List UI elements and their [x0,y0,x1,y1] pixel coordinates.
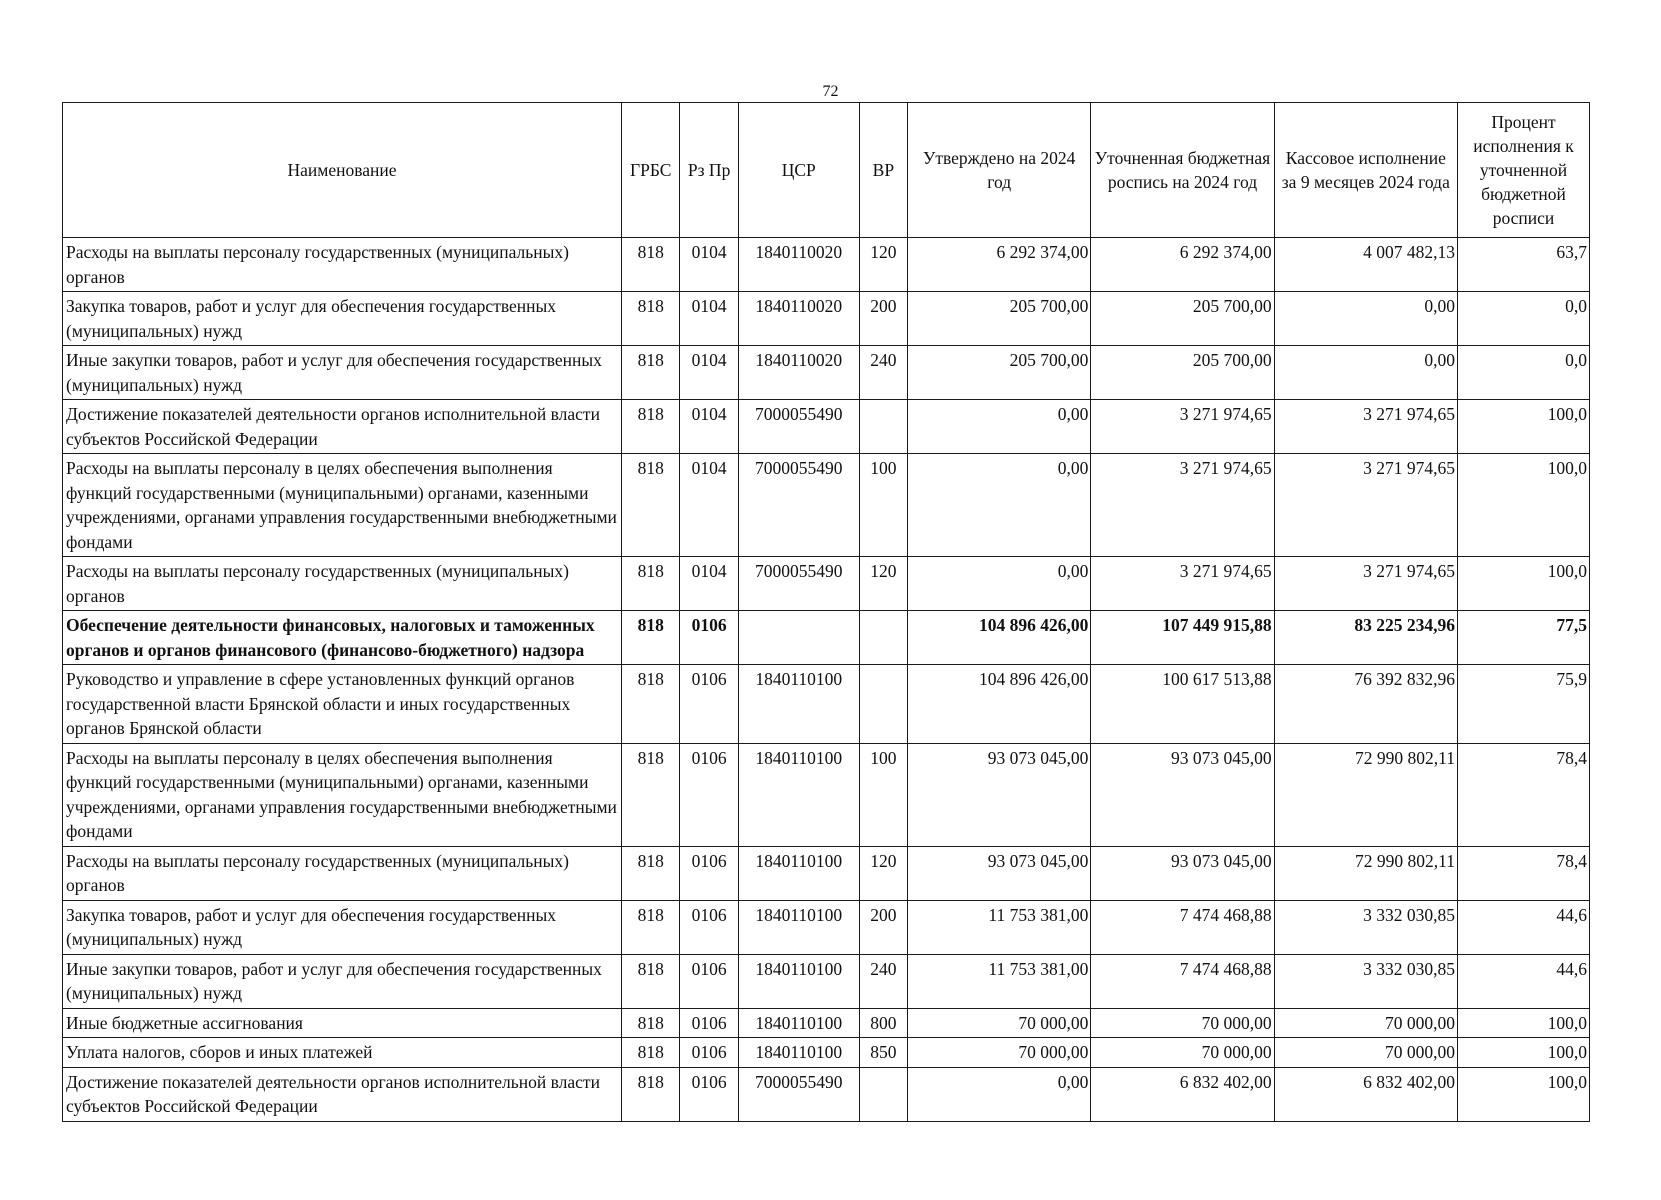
header-percent: Процент исполнения к уточненной бюджетной росписи [1457,103,1589,238]
cell-grbs: 818 [622,454,680,557]
cell-refined: 93 073 045,00 [1091,846,1274,900]
cell-vr: 120 [859,846,907,900]
cell-rzpr: 0106 [680,846,738,900]
header-name: Наименование [63,103,622,238]
cell-vr: 200 [859,900,907,954]
cell-approved: 11 753 381,00 [908,900,1091,954]
cell-approved: 0,00 [908,557,1091,611]
cell-name: Расходы на выплаты персоналу в целях обеспечения выполнения функций государственными (муниципальными) органами, казенными учреждениями, органами управления государственными внебюджетными фондами [63,454,622,557]
cell-name: Расходы на выплаты персоналу государственных (муниципальных) органов [63,846,622,900]
cell-csr: 1840110020 [738,346,859,400]
cell-grbs: 818 [622,1067,680,1121]
cell-name: Уплата налогов, сборов и иных платежей [63,1038,622,1068]
cell-name: Закупка товаров, работ и услуг для обеспечения государственных (муниципальных) нужд [63,900,622,954]
cell-cash: 70 000,00 [1274,1038,1457,1068]
cell-rzpr: 0106 [680,900,738,954]
cell-grbs: 818 [622,1008,680,1038]
cell-vr: 100 [859,743,907,846]
cell-approved: 70 000,00 [908,1038,1091,1068]
cell-percent: 78,4 [1457,846,1589,900]
cell-name: Руководство и управление в сфере установленных функций органов государственной власти Брянской области и иных государственных органов Брянской области [63,665,622,744]
cell-percent: 0,0 [1457,292,1589,346]
cell-name: Закупка товаров, работ и услуг для обеспечения государственных (муниципальных) нужд [63,292,622,346]
table-row [63,665,1590,744]
cell-refined: 7 474 468,88 [1091,954,1274,1008]
table-header [63,103,1590,238]
cell-cash: 72 990 802,11 [1274,743,1457,846]
cell-cash: 3 332 030,85 [1274,900,1457,954]
cell-name: Расходы на выплаты персоналу в целях обеспечения выполнения функций государственными (муниципальными) органами, казенными учреждениями, органами управления государственными внебюджетными фондами [63,743,622,846]
cell-rzpr: 0106 [680,611,738,665]
cell-approved: 93 073 045,00 [908,743,1091,846]
cell-vr: 200 [859,292,907,346]
cell-name: Обеспечение деятельности финансовых, налоговых и таможенных органов и органов финансового (финансово-бюджетного) надзора [63,611,622,665]
header-vr: ВР [859,103,907,238]
table-row [63,1008,1590,1038]
cell-refined: 70 000,00 [1091,1038,1274,1068]
cell-refined: 100 617 513,88 [1091,665,1274,744]
cell-percent: 0,0 [1457,346,1589,400]
budget-execution-table [62,102,1590,1122]
cell-rzpr: 0104 [680,557,738,611]
cell-name: Иные закупки товаров, работ и услуг для обеспечения государственных (муниципальных) нужд [63,346,622,400]
cell-cash: 6 832 402,00 [1274,1067,1457,1121]
header-grbs: ГРБС [622,103,680,238]
cell-approved: 104 896 426,00 [908,665,1091,744]
cell-csr: 7000055490 [738,400,859,454]
cell-cash: 0,00 [1274,292,1457,346]
cell-grbs: 818 [622,846,680,900]
cell-percent: 100,0 [1457,557,1589,611]
cell-rzpr: 0106 [680,954,738,1008]
table-row [63,346,1590,400]
cell-cash: 3 271 974,65 [1274,557,1457,611]
cell-approved: 11 753 381,00 [908,954,1091,1008]
table-row [63,846,1590,900]
cell-grbs: 818 [622,611,680,665]
cell-rzpr: 0106 [680,1038,738,1068]
table-row [63,292,1590,346]
cell-name: Расходы на выплаты персоналу государственных (муниципальных) органов [63,238,622,292]
cell-cash: 4 007 482,13 [1274,238,1457,292]
cell-csr: 1840110100 [738,954,859,1008]
cell-rzpr: 0104 [680,238,738,292]
cell-cash: 83 225 234,96 [1274,611,1457,665]
cell-grbs: 818 [622,1038,680,1068]
table-row [63,454,1590,557]
cell-vr [859,611,907,665]
table-body [63,238,1590,1122]
cell-approved: 205 700,00 [908,292,1091,346]
cell-refined: 107 449 915,88 [1091,611,1274,665]
table-row [63,743,1590,846]
cell-approved: 0,00 [908,454,1091,557]
cell-refined: 3 271 974,65 [1091,557,1274,611]
cell-rzpr: 0106 [680,1067,738,1121]
cell-csr: 7000055490 [738,557,859,611]
cell-csr: 1840110020 [738,238,859,292]
cell-grbs: 818 [622,954,680,1008]
table-row [63,954,1590,1008]
table-row [63,1038,1590,1068]
cell-name: Иные закупки товаров, работ и услуг для обеспечения государственных (муниципальных) нужд [63,954,622,1008]
cell-cash: 3 271 974,65 [1274,400,1457,454]
header-csr: ЦСР [738,103,859,238]
cell-cash: 3 332 030,85 [1274,954,1457,1008]
header-row [63,103,1590,238]
cell-name: Расходы на выплаты персоналу государственных (муниципальных) органов [63,557,622,611]
cell-csr: 1840110100 [738,846,859,900]
cell-vr: 120 [859,557,907,611]
table-row [63,900,1590,954]
cell-csr: 1840110100 [738,1008,859,1038]
cell-refined: 70 000,00 [1091,1008,1274,1038]
cell-rzpr: 0104 [680,454,738,557]
cell-cash: 0,00 [1274,346,1457,400]
cell-vr: 850 [859,1038,907,1068]
cell-approved: 0,00 [908,1067,1091,1121]
cell-vr: 120 [859,238,907,292]
cell-grbs: 818 [622,900,680,954]
cell-approved: 0,00 [908,400,1091,454]
cell-approved: 6 292 374,00 [908,238,1091,292]
cell-rzpr: 0106 [680,665,738,744]
cell-grbs: 818 [622,238,680,292]
cell-percent: 100,0 [1457,1038,1589,1068]
cell-percent: 44,6 [1457,954,1589,1008]
cell-refined: 3 271 974,65 [1091,454,1274,557]
cell-approved: 205 700,00 [908,346,1091,400]
header-rzpr: Рз Пр [680,103,738,238]
cell-grbs: 818 [622,665,680,744]
cell-name: Иные бюджетные ассигнования [63,1008,622,1038]
cell-percent: 100,0 [1457,454,1589,557]
cell-csr [738,611,859,665]
cell-cash: 72 990 802,11 [1274,846,1457,900]
cell-rzpr: 0106 [680,743,738,846]
header-approved: Утверждено на 2024 год [908,103,1091,238]
cell-csr: 1840110100 [738,665,859,744]
cell-vr [859,1067,907,1121]
cell-refined: 7 474 468,88 [1091,900,1274,954]
cell-vr [859,665,907,744]
cell-grbs: 818 [622,400,680,454]
cell-vr: 240 [859,346,907,400]
cell-approved: 70 000,00 [908,1008,1091,1038]
cell-vr: 800 [859,1008,907,1038]
cell-vr: 100 [859,454,907,557]
table-row [63,1067,1590,1121]
cell-grbs: 818 [622,557,680,611]
cell-refined: 205 700,00 [1091,292,1274,346]
cell-approved: 104 896 426,00 [908,611,1091,665]
table-row [63,611,1590,665]
cell-percent: 44,6 [1457,900,1589,954]
cell-csr: 1840110100 [738,743,859,846]
cell-rzpr: 0106 [680,1008,738,1038]
table-row [63,400,1590,454]
cell-name: Достижение показателей деятельности органов исполнительной власти субъектов Российской Федерации [63,400,622,454]
cell-refined: 6 292 374,00 [1091,238,1274,292]
page-number: 72 [822,83,839,100]
cell-cash: 76 392 832,96 [1274,665,1457,744]
cell-rzpr: 0104 [680,292,738,346]
cell-grbs: 818 [622,346,680,400]
cell-percent: 100,0 [1457,1067,1589,1121]
header-cash: Кассовое исполнение за 9 месяцев 2024 года [1274,103,1457,238]
cell-percent: 63,7 [1457,238,1589,292]
cell-vr [859,400,907,454]
cell-rzpr: 0104 [680,400,738,454]
cell-percent: 78,4 [1457,743,1589,846]
cell-csr: 1840110020 [738,292,859,346]
cell-approved: 93 073 045,00 [908,846,1091,900]
cell-rzpr: 0104 [680,346,738,400]
cell-percent: 75,9 [1457,665,1589,744]
cell-csr: 7000055490 [738,1067,859,1121]
cell-csr: 1840110100 [738,1038,859,1068]
table-row [63,238,1590,292]
cell-csr: 1840110100 [738,900,859,954]
cell-cash: 70 000,00 [1274,1008,1457,1038]
cell-grbs: 818 [622,743,680,846]
cell-percent: 100,0 [1457,1008,1589,1038]
cell-grbs: 818 [622,292,680,346]
cell-percent: 100,0 [1457,400,1589,454]
cell-vr: 240 [859,954,907,1008]
cell-refined: 3 271 974,65 [1091,400,1274,454]
table-row [63,557,1590,611]
cell-refined: 93 073 045,00 [1091,743,1274,846]
cell-refined: 205 700,00 [1091,346,1274,400]
cell-name: Достижение показателей деятельности органов исполнительной власти субъектов Российской Федерации [63,1067,622,1121]
cell-cash: 3 271 974,65 [1274,454,1457,557]
cell-refined: 6 832 402,00 [1091,1067,1274,1121]
cell-csr: 7000055490 [738,454,859,557]
cell-percent: 77,5 [1457,611,1589,665]
header-refined: Уточненная бюджетная роспись на 2024 год [1091,103,1274,238]
